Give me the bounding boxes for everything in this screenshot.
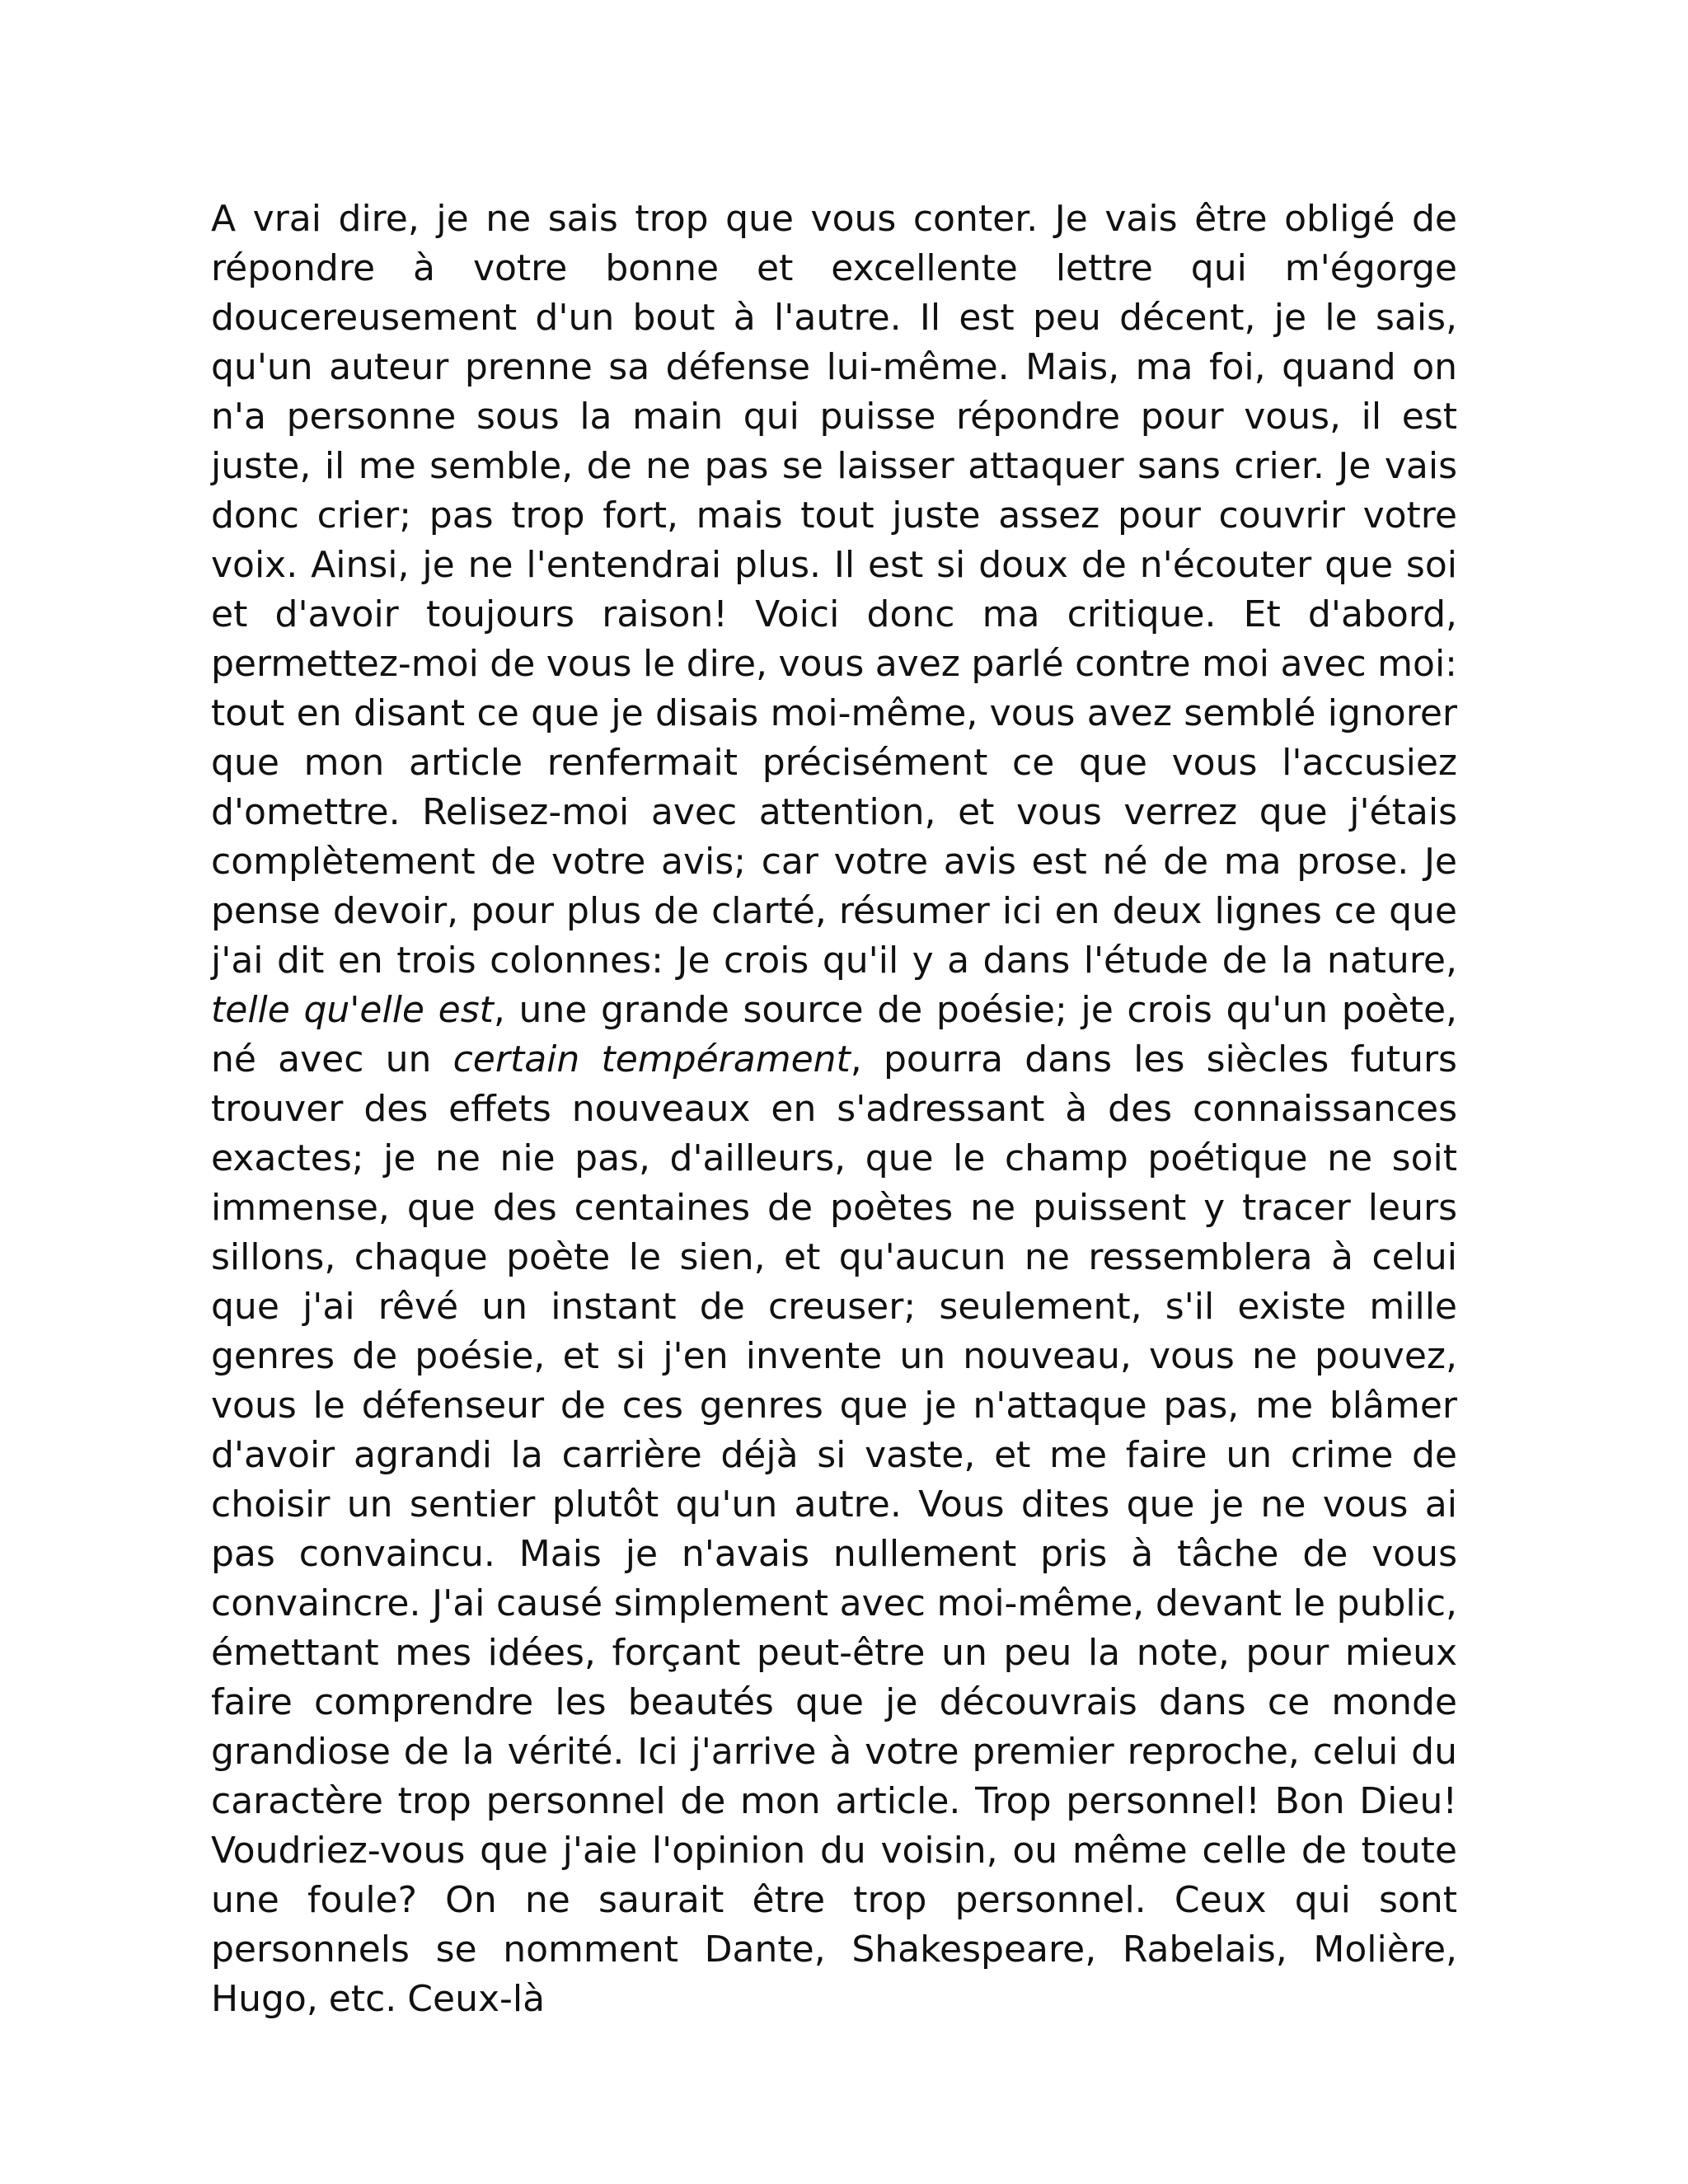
italic-phrase: telle qu'elle est: [211, 989, 494, 1031]
text-run: A vrai dire, je ne sais trop que vous conter. Je vais être obligé de répondre à votre bonne et excellente lettre qui m'égorge doucereusement d'un bout à l'autre. Il est peu décent, je le sais, qu'un auteur prenne sa défense lui-même. Mais, ma foi, quand on n'a personne sous la main qui puisse répondre pour vous, il est juste, il me semble, de ne pas se laisser attaquer sans crier. Je vais donc crier; pas trop fort, mais tout juste assez pour couvrir votre voix. Ainsi, je ne l'entendrai plus. Il est si doux de n'écouter que soi et d'avoir toujours raison! Voici donc ma critique. Et d'abord, permettez-moi de vous le dire, vous avez parlé contre moi avec moi: tout en disant ce que je disais moi-même, vous avez semblé ignorer que mon article renfermait précisément ce que vous l'accusiez d'omettre. Relisez-moi avec attention, et vous verrez que j'étais complètement de votre avis; car votre avis est né de ma prose. Je pense devoir, pour plus de clarté, résumer ici en deux lignes ce que j'ai dit en trois colonnes: Je crois qu'il y a dans l'étude de la nature,: [211, 198, 1457, 982]
text-run: , une grande source de poésie; je crois qu'un poète, né avec un: [211, 989, 1458, 1080]
document-page: [211, 194, 1457, 2024]
text-run: , pourra dans les siècles futurs trouver des effets nouveaux en s'adressant à des connaissances exactes; je ne nie pas, d'ailleurs, que le champ poétique ne soit immense, que des centaines de poètes ne puissent y tracer leurs sillons, chaque poète le sien, et qu'aucun ne ressemblera à celui que j'ai rêvé un instant de creuser; seulement, s'il existe mille genres de poésie, et si j'en invente un nouveau, vous ne pouvez, vous le défenseur de ces genres que je n'attaque pas, me blâmer d'avoir agrandi la carrière déjà si vaste, et me faire un crime de choisir un sentier plutôt qu'un autre. Vous dites que je ne vous ai pas convaincu. Mais je n'avais nullement pris à tâche de vous convaincre. J'ai causé simplement avec moi-même, devant le public, émettant mes idées, forçant peut-être un peu la note, pour mieux faire comprendre les beautés que je découvrais dans ce monde grandiose de la vérité. Ici j'arrive à votre premier reproche, celui du caractère trop personnel de mon article. Trop personnel! Bon Dieu! Voudriez-vous que j'aie l'opinion du voisin, ou même celle de toute une foule? On ne saurait être trop personnel. Ceux qui sont personnels se nomment Dante, Shakespeare, Rabelais, Molière, Hugo, etc. Ceux-là: [211, 1038, 1457, 2020]
italic-phrase: certain tempérament: [452, 1038, 851, 1080]
body-paragraph: [211, 194, 1457, 2024]
